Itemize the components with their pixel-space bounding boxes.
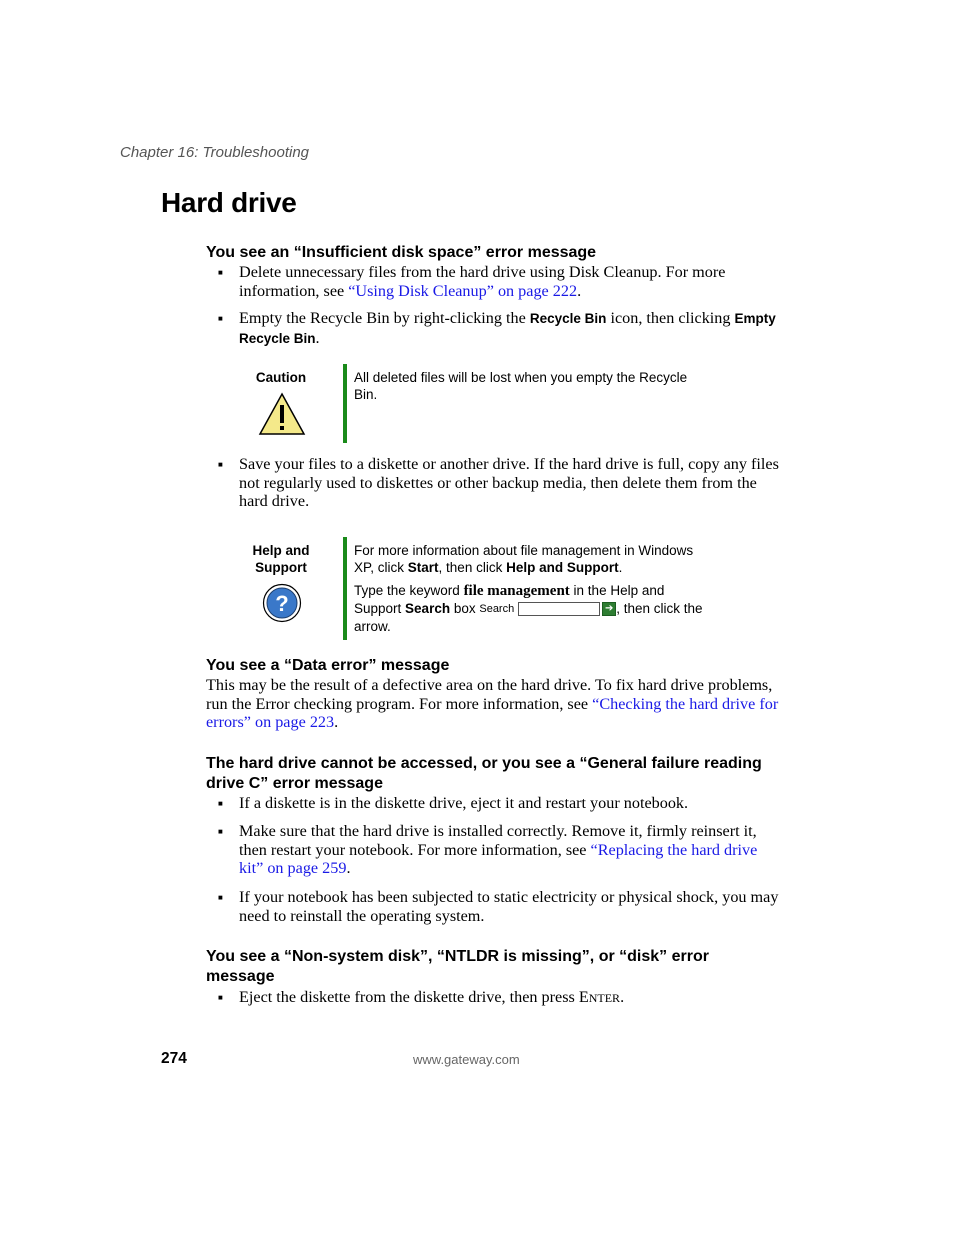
help-text: For more information about file management in Windows XP, click	[354, 543, 694, 575]
bullet-text: Delete unnecessary files from the hard drive using Disk Cleanup. For more information, see	[239, 263, 726, 300]
section-heading-non-system-disk: You see a “Non-system disk”, “NTLDR is missing”, or “disk” error message	[206, 948, 709, 985]
bullet-marker: ■	[218, 993, 223, 1002]
caution-triangle-icon	[258, 392, 306, 436]
caution-label: Caution	[255, 370, 307, 385]
bullet-marker: ■	[218, 314, 223, 323]
help-text: box	[450, 601, 480, 616]
help-label-line: Help and	[252, 543, 310, 558]
help-support-para-1: For more information about file management in Windows XP, click Start, then click Help and Support.	[354, 543, 694, 575]
help-support-label	[245, 542, 317, 576]
ui-term-recycle-bin: Recycle Bin	[529, 311, 607, 326]
chapter-header: Chapter 16: Troubleshooting	[120, 144, 310, 161]
arrow-go-icon: ➔	[602, 602, 616, 616]
bullet-eject-press-enter: Eject the diskette from the diskette drive, then press ENTER.	[239, 988, 625, 1006]
bullet-text: Eject the diskette from the diskette drive, then press	[239, 988, 579, 1006]
bullet-static-electricity: If your notebook has been subjected to static electricity or physical shock, you may need to reinstall the operating system.	[239, 888, 779, 925]
bullet-marker: ■	[218, 893, 223, 902]
bullet-text: icon, then clicking	[606, 309, 735, 327]
bullet-marker: ■	[218, 799, 223, 808]
caution-text: All deleted files will be lost when you empty the Recycle Bin.	[354, 370, 688, 402]
ui-term-empty-recycle-bin: Empty Recycle Bin	[239, 311, 776, 346]
help-support-bar	[343, 537, 347, 640]
bullet-save-files: Save your files to a diskette or another drive. If the hard drive is full, copy any files not regularly used to diskettes or other backup media, then delete them from the hard drive.	[239, 455, 779, 511]
section-heading-general-failure: The hard drive cannot be accessed, or you see a “General failure reading drive C” error message	[206, 755, 762, 792]
help-text: , then click the arrow.	[354, 601, 703, 634]
page-title: Hard drive	[161, 187, 297, 218]
bullet-marker: ■	[218, 827, 223, 836]
ui-term-start: Start	[407, 560, 439, 575]
caution-bar	[343, 364, 347, 443]
help-question-icon	[262, 583, 302, 623]
bullet-text: Empty the Recycle Bin by right-clicking the	[239, 309, 530, 327]
bullet-hard-drive-installed: Make sure that the hard drive is installed correctly. Remove it, firmly reinsert it, then restart your notebook. For more information, see “Replacing the hard drive kit” on page 259.	[239, 822, 758, 878]
help-text: Type the keyword	[354, 583, 464, 598]
svg-text:?: ?	[275, 591, 289, 616]
search-widget-label: Search	[479, 602, 515, 615]
bullet-empty-recycle-bin: Empty the Recycle Bin by right-clicking the Recycle Bin icon, then clicking Empty Recycle Bin.	[239, 309, 776, 347]
paragraph-text: This may be the result of a defective area on the hard drive. To fix hard drive problems, run the Error checking program. For more information, see	[206, 676, 773, 713]
help-label-line: Support	[255, 560, 307, 575]
ui-term-search: Search	[405, 601, 451, 616]
bullet-marker: ■	[218, 268, 223, 277]
help-text: , then click	[438, 560, 507, 575]
bullet-eject-diskette: If a diskette is in the diskette drive, eject it and restart your notebook.	[239, 794, 689, 812]
data-error-paragraph: This may be the result of a defective area on the hard drive. To fix hard drive problems, run the Error checking program. For more information, see “Checking the hard drive for errors” on page 223.	[206, 676, 779, 732]
key-enter: ENTER	[578, 988, 621, 1006]
footer-url: www.gateway.com	[413, 1052, 520, 1067]
page-number: 274	[161, 1050, 187, 1067]
search-input-image	[518, 602, 600, 616]
link-replacing-hard-drive-kit[interactable]: “Replacing the hard drive kit” on page 259	[239, 840, 758, 878]
bullet-delete-files: Delete unnecessary files from the hard drive using Disk Cleanup. For more information, see “Using Disk Cleanup” on page 222.	[239, 263, 726, 300]
bullet-text: Make sure that the hard drive is installed correctly. Remove it, firmly reinsert it, then restart your notebook. For more information, see	[239, 822, 757, 859]
link-checking-hard-drive[interactable]: “Checking the hard drive for errors” on page 223	[206, 694, 779, 732]
link-using-disk-cleanup[interactable]: “Using Disk Cleanup” on page 222	[348, 281, 578, 300]
keyword-file-management: file management	[463, 583, 570, 599]
section-heading-data-error: You see a “Data error” message	[206, 657, 450, 674]
bullet-marker: ■	[218, 460, 223, 469]
help-support-para-2	[354, 582, 714, 635]
ui-term-help-and-support: Help and Support	[506, 560, 619, 575]
section-heading-insufficient-disk-space: You see an “Insufficient disk space” error message	[206, 244, 597, 261]
help-text: in the Help and Support	[354, 583, 665, 616]
